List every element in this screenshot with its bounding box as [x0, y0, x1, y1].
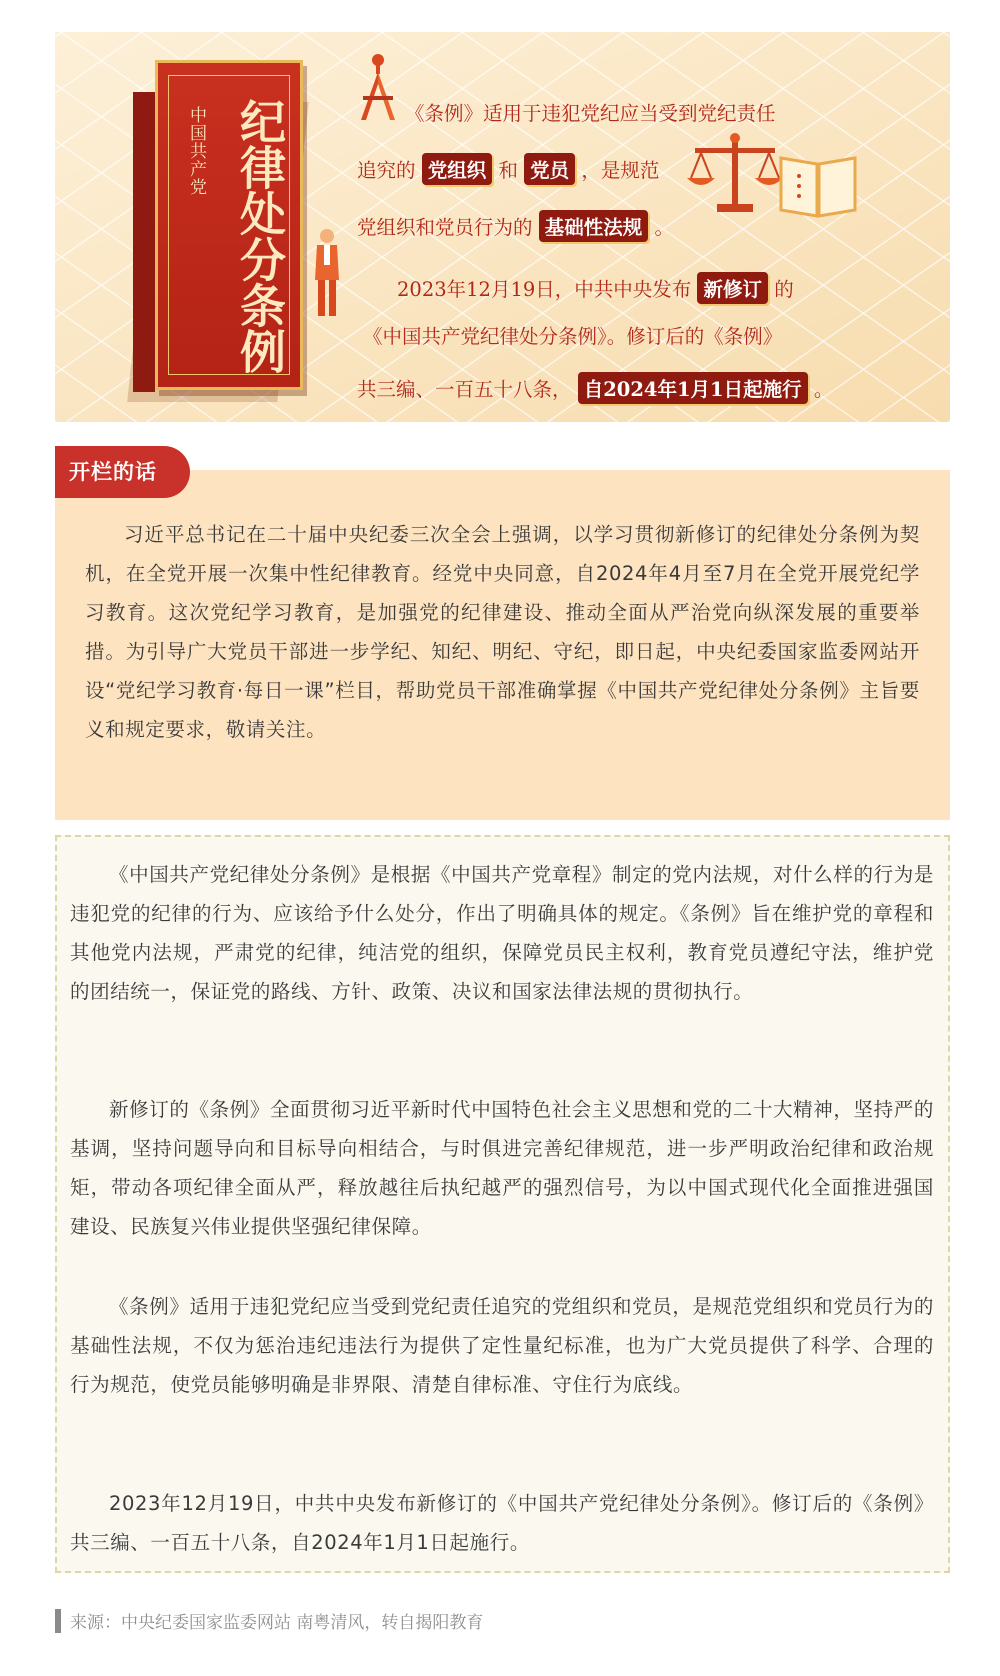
- banner-line-2-b: 和: [498, 159, 518, 182]
- editor-note-tab: 开栏的话: [55, 446, 190, 498]
- banner-line-2-c: ，是规范: [581, 159, 660, 182]
- article-paragraph-4: 2023年12月19日，中共中央发布新修订的《中国共产党纪律处分条例》。修订后的《条例》共三编、一百五十八条，自2024年1月1日起施行。: [70, 1492, 934, 1554]
- article-paragraph-1: 《中国共产党纪律处分条例》是根据《中国共产党章程》制定的党内法规，对什么样的行为是违犯党的纪律的行为、应该给予什么处分，作出了明确具体的规定。《条例》旨在维护党的章程和其他党内法规，严肃党的纪律，纯洁党的组织，保障党员民主权利，教育党员遵纪守法，维护党的团结统一，保证党的路线、方针、政策、决议和国家法律法规的贯彻执行。: [70, 863, 934, 1003]
- banner-line-6-a: 共三编、一百五十八条，: [357, 378, 572, 401]
- banner-line-6: [357, 372, 833, 404]
- tag-party-organization: 党组织: [422, 153, 493, 185]
- banner-line-2: [357, 153, 659, 185]
- tag-effective-date: 自2024年1月1日起施行: [578, 372, 808, 404]
- article-paragraph-3: 《条例》适用于违犯党纪应当受到党纪责任追究的党组织和党员，是规范党组织和党员行为的基础性法规，不仅为惩治违纪违法行为提供了定性量纪标准，也为广大党员提供了科学、合理的行为规范，使党员能够明确是非界限、清楚自律标准、守住行为底线。: [70, 1295, 934, 1396]
- source-marker: [55, 1609, 61, 1633]
- banner-line-4-a: 2023年12月19日，中共中央发布: [397, 278, 692, 301]
- hero-banner: [55, 32, 950, 422]
- editor-note-text: 习近平总书记在二十届中央纪委三次全会上强调，以学习贯彻新修订的纪律处分条例为契机，在全党开展一次集中性纪律教育。经党中央同意，自2024年4月至7月在全党开展党纪学习教育。这次党纪学习教育，是加强党的纪律建设、推动全面从严治党向纵深发展的重要举措。为引导广大党员干部进一步学纪、知纪、明纪、守纪，即日起，中央纪委国家监委网站开设“党纪学习教育·每日一课”栏目，帮助党员干部准确掌握《中国共产党纪律处分条例》主旨要义和规定要求，敬请关注。: [85, 523, 920, 741]
- banner-line-6-b: 。: [813, 378, 834, 401]
- article-paragraph-2: 新修订的《条例》全面贯彻习近平新时代中国特色社会主义思想和党的二十大精神，坚持严的基调，坚持问题导向和目标导向相结合，与时俱进完善纪律规范，进一步严明政治纪律和政治规矩，带动各项纪律全面从严，释放越往后执纪越严的强烈信号，为以中国式现代化全面推进强国建设、民族复兴伟业提供坚强纪律保障。: [70, 1098, 934, 1238]
- scales-icon: [685, 130, 785, 220]
- book-title: 纪律处分条例: [233, 98, 287, 374]
- book-cover-frame: [168, 75, 290, 375]
- banner-line-1: 《条例》适用于违犯党纪应当受到党纪责任: [405, 102, 776, 125]
- figure-icon: [311, 228, 343, 320]
- compass-icon: [353, 50, 403, 122]
- book-spine: [133, 92, 155, 392]
- tag-newly-revised: 新修订: [697, 272, 768, 304]
- banner-line-5: 《中国共产党纪律处分条例》。修订后的《条例》: [363, 325, 783, 348]
- banner-line-4-b: 的: [774, 278, 794, 301]
- banner-line-3-b: 。: [654, 216, 674, 239]
- banner-line-3-a: 党组织和党员行为的: [357, 216, 533, 239]
- regulation-book-cover: [155, 60, 303, 390]
- source-credit: 来源：中央纪委国家监委网站 南粤清风，转自揭阳教育: [70, 1613, 484, 1633]
- tag-party-member: 党员: [524, 153, 575, 185]
- open-book-icon: [777, 150, 859, 220]
- banner-line-2-a: 追究的: [357, 159, 416, 182]
- banner-line-3: [357, 210, 674, 242]
- tag-basic-regulation: 基础性法规: [539, 210, 649, 242]
- book-subtitle: 中国共产党: [186, 106, 206, 196]
- banner-line-4: [397, 272, 794, 304]
